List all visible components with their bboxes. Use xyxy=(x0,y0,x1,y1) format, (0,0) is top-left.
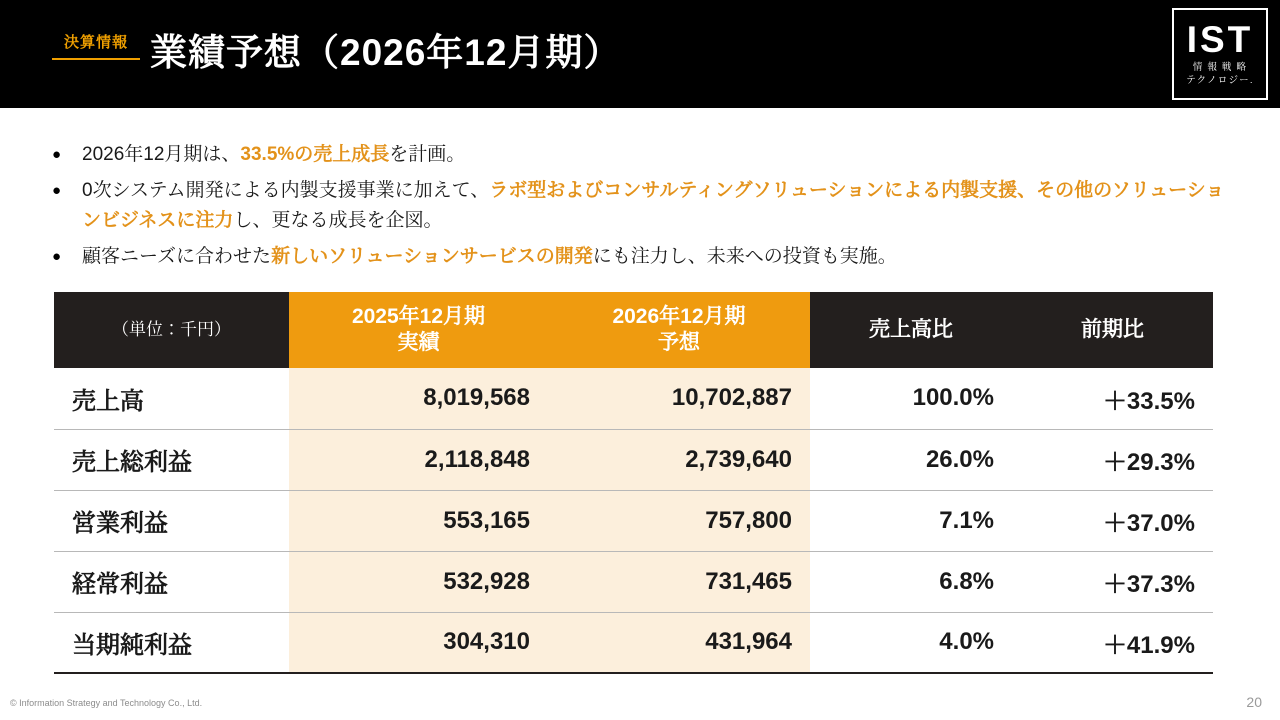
bullet-text xyxy=(82,176,1238,236)
logo-subtitle-line2: テクノロジー. xyxy=(1186,74,1254,86)
row-label: 売上総利益 xyxy=(54,429,289,490)
cell-ratio-of-sales: 4.0% xyxy=(810,612,1012,673)
table-column-header-line1: 前期比 xyxy=(1081,317,1144,341)
row-label: 当期純利益 xyxy=(54,612,289,673)
bullet-dot-icon: ● xyxy=(52,146,62,163)
table-column-header xyxy=(289,292,548,368)
bullet-highlight-text: ラボ型およびコンサルティングソリューションによる内製支援、その他のソリューションビジネスに注力 xyxy=(82,180,1225,231)
cell-ratio-of-sales: 100.0% xyxy=(810,368,1012,429)
bullet-highlight-text: 新しいソリューションサービスの開発 xyxy=(271,246,593,267)
bullet-text xyxy=(82,242,897,272)
cell-ratio-of-sales: 7.1% xyxy=(810,490,1012,551)
bullet-plain-text: 顧客ニーズに合わせた xyxy=(82,246,272,267)
table-row xyxy=(54,429,1213,490)
table-column-header-line1: 2026年12月期 xyxy=(612,304,746,328)
bullet-plain-text: し、更なる成長を企図。 xyxy=(233,210,443,231)
table-row xyxy=(54,490,1213,551)
logo-mark-text: IST xyxy=(1186,18,1254,60)
table-column-header xyxy=(810,292,1012,368)
table-column-header xyxy=(548,292,810,368)
cell-forecast-2026: 2,739,640 xyxy=(548,429,810,490)
cell-yoy: ＋29.3% xyxy=(1012,429,1213,490)
cell-forecast-2026: 10,702,887 xyxy=(548,368,810,429)
cell-ratio-of-sales: 26.0% xyxy=(810,429,1012,490)
table-column-header: （単位：千円） xyxy=(54,292,289,368)
bullet-plain-text: 0次システム開発による内製支援事業に加えて、 xyxy=(82,180,490,201)
cell-actual-2025: 532,928 xyxy=(289,551,548,612)
table-column-header-line2: 予想 xyxy=(658,331,700,354)
bullet-item xyxy=(48,242,1238,272)
cell-yoy: ＋37.3% xyxy=(1012,551,1213,612)
cell-forecast-2026: 757,800 xyxy=(548,490,810,551)
cell-actual-2025: 304,310 xyxy=(289,612,548,673)
table-header-row xyxy=(54,292,1213,368)
bullet-plain-text: にも注力し、未来への投資も実施。 xyxy=(592,246,897,267)
bullet-item xyxy=(48,176,1238,236)
table-column-header-line1: 2025年12月期 xyxy=(351,304,486,328)
financial-forecast-table xyxy=(54,292,1213,674)
header-tag: 決算情報 xyxy=(52,34,140,60)
footer-page-number: 20 xyxy=(1246,694,1262,710)
page-title: 業績予想（2026年12月期） xyxy=(150,32,622,73)
table-row xyxy=(54,612,1213,673)
table-column-header-line1: 売上高比 xyxy=(869,317,953,341)
cell-yoy: ＋33.5% xyxy=(1012,368,1213,429)
bullet-plain-text: を計画。 xyxy=(389,144,466,165)
cell-yoy: ＋41.9% xyxy=(1012,612,1213,673)
bullet-item xyxy=(48,140,1238,170)
cell-forecast-2026: 731,465 xyxy=(548,551,810,612)
row-label: 経常利益 xyxy=(54,551,289,612)
table-row xyxy=(54,551,1213,612)
cell-ratio-of-sales: 6.8% xyxy=(810,551,1012,612)
bullet-highlight-text: 33.5%の売上成長 xyxy=(240,144,390,165)
logo-subtitle-line1: 情 報 戦 略 xyxy=(1192,61,1248,73)
cell-actual-2025: 8,019,568 xyxy=(289,368,548,429)
cell-actual-2025: 553,165 xyxy=(289,490,548,551)
table-row xyxy=(54,368,1213,429)
bullet-list xyxy=(48,140,1238,278)
cell-yoy: ＋37.0% xyxy=(1012,490,1213,551)
cell-actual-2025: 2,118,848 xyxy=(289,429,548,490)
cell-forecast-2026: 431,964 xyxy=(548,612,810,673)
table-column-header-line2: 実績 xyxy=(397,331,440,354)
table-column-header xyxy=(1012,292,1213,368)
bullet-text xyxy=(82,140,465,170)
bullet-dot-icon: ● xyxy=(52,182,62,199)
company-logo xyxy=(1172,8,1268,100)
bullet-dot-icon: ● xyxy=(52,248,62,265)
row-label: 売上高 xyxy=(54,368,289,429)
bullet-plain-text: 2026年12月期は、 xyxy=(82,144,241,165)
footer-copyright: © Information Strategy and Technology Co., Ltd. xyxy=(10,698,203,708)
slide-header xyxy=(0,0,1280,108)
row-label: 営業利益 xyxy=(54,490,289,551)
